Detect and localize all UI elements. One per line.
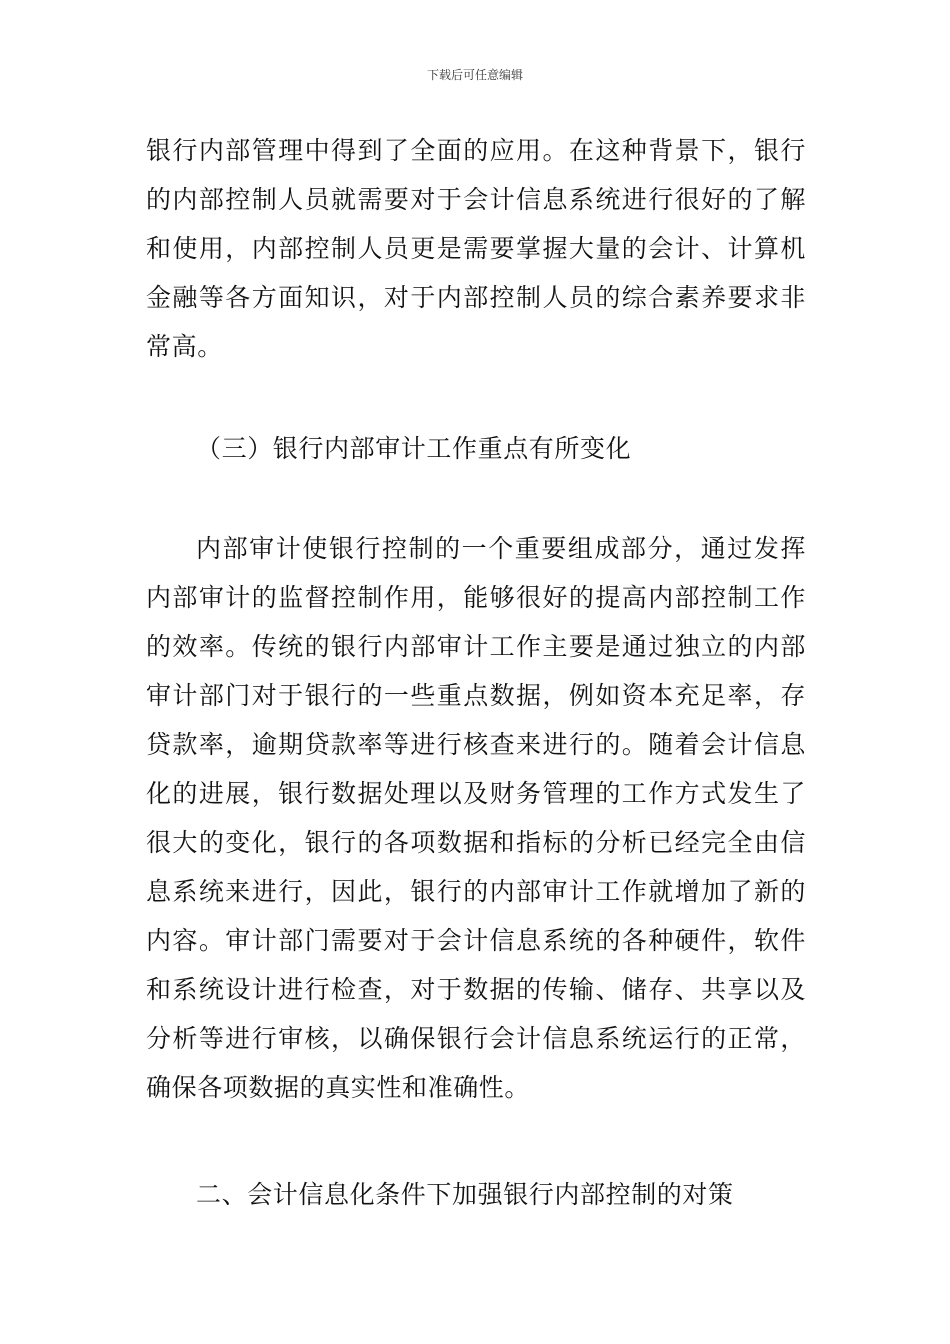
header-note: 下载后可任意编辑 <box>426 68 523 82</box>
paragraph-internal-audit: 内部审计使银行控制的一个重要组成部分，通过发挥内部审计的监督控制作用，能够很好的提高内部控制工作的效率。传统的银行内部审计工作主要是通过独立的内部审计部门对于银行的一些重点数据，例如资本充足率，存贷款率，逾期贷款率等进行核查来进行的。随着会计信息化的进展，银行数据处理以及财务管理的工作方式发生了很大的变化，银行的各项数据和指标的分析已经完全由信息系统来进行，因此，银行的内部审计工作就增加了新的内容。审计部门需要对于会计信息系统的各种硬件，软件和系统设计进行检查，对于数据的传输、储存、共享以及分析等进行审核，以确保银行会计信息系统运行的正常，确保各项数据的真实性和准确性。 <box>146 534 806 1102</box>
section-heading-2: 二、会计信息化条件下加强银行内部控制的对策 <box>196 1180 734 1209</box>
paragraph-continuation: 银行内部管理中得到了全面的应用。在这种背景下，银行的内部控制人员就需要对于会计信息系统进行很好的了解和使用，内部控制人员更是需要掌握大量的会计、计算机金融等各方面知识，对于内部控制人员的综合素养要求非常高。 <box>146 136 806 361</box>
section-heading-3: （三）银行内部审计工作重点有所变化 <box>196 434 632 463</box>
